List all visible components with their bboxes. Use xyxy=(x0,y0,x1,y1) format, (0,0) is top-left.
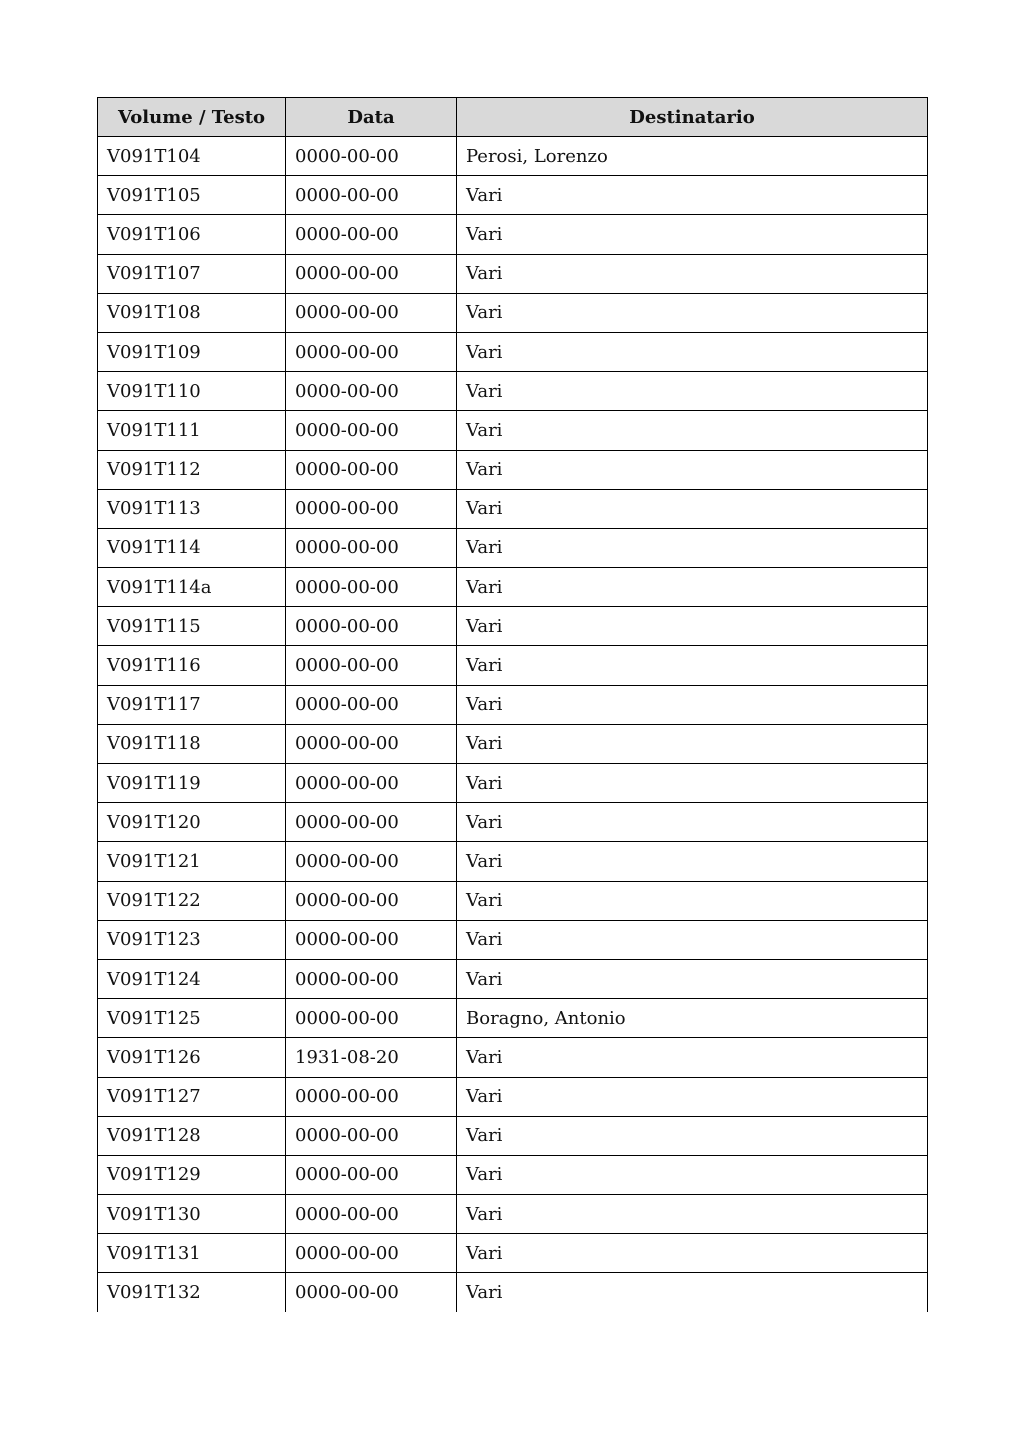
table-row xyxy=(98,489,928,528)
cell-data: 0000-00-00 xyxy=(286,293,457,332)
cell-destinatario: Vari xyxy=(457,215,928,254)
cell-destinatario: Vari xyxy=(457,959,928,998)
table-row xyxy=(98,999,928,1038)
cell-destinatario: Boragno, Antonio xyxy=(457,999,928,1038)
cell-data: 0000-00-00 xyxy=(286,176,457,215)
column-header-destinatario: Destinatario xyxy=(457,98,928,137)
table-row xyxy=(98,568,928,607)
cell-data: 0000-00-00 xyxy=(286,411,457,450)
table-row xyxy=(98,1195,928,1234)
table-row xyxy=(98,803,928,842)
cell-destinatario: Vari xyxy=(457,1116,928,1155)
cell-destinatario: Vari xyxy=(457,881,928,920)
cell-data: 0000-00-00 xyxy=(286,724,457,763)
table-row xyxy=(98,920,928,959)
table-row xyxy=(98,176,928,215)
cell-destinatario: Vari xyxy=(457,372,928,411)
cell-destinatario: Vari xyxy=(457,450,928,489)
cell-destinatario: Vari xyxy=(457,1038,928,1077)
cell-destinatario: Vari xyxy=(457,607,928,646)
cell-data: 0000-00-00 xyxy=(286,646,457,685)
cell-destinatario: Vari xyxy=(457,842,928,881)
cell-data: 0000-00-00 xyxy=(286,842,457,881)
table-row xyxy=(98,1234,928,1273)
cell-data: 0000-00-00 xyxy=(286,920,457,959)
column-header-data: Data xyxy=(286,98,457,137)
cell-volume-testo: V091T126 xyxy=(98,1038,286,1077)
table-row xyxy=(98,293,928,332)
cell-volume-testo: V091T114a xyxy=(98,568,286,607)
cell-volume-testo: V091T105 xyxy=(98,176,286,215)
cell-volume-testo: V091T109 xyxy=(98,332,286,371)
register-table xyxy=(97,97,928,1312)
cell-volume-testo: V091T128 xyxy=(98,1116,286,1155)
cell-volume-testo: V091T129 xyxy=(98,1155,286,1194)
cell-volume-testo: V091T115 xyxy=(98,607,286,646)
cell-data: 0000-00-00 xyxy=(286,1273,457,1312)
cell-volume-testo: V091T106 xyxy=(98,215,286,254)
cell-volume-testo: V091T120 xyxy=(98,803,286,842)
cell-destinatario: Vari xyxy=(457,764,928,803)
cell-volume-testo: V091T114 xyxy=(98,528,286,567)
cell-data: 0000-00-00 xyxy=(286,1077,457,1116)
cell-volume-testo: V091T119 xyxy=(98,764,286,803)
table-row xyxy=(98,450,928,489)
table-row xyxy=(98,764,928,803)
cell-data: 0000-00-00 xyxy=(286,803,457,842)
cell-destinatario: Vari xyxy=(457,411,928,450)
cell-volume-testo: V091T121 xyxy=(98,842,286,881)
cell-data: 0000-00-00 xyxy=(286,372,457,411)
cell-volume-testo: V091T108 xyxy=(98,293,286,332)
cell-volume-testo: V091T112 xyxy=(98,450,286,489)
table-row xyxy=(98,959,928,998)
table-row xyxy=(98,528,928,567)
cell-destinatario: Vari xyxy=(457,646,928,685)
table-row xyxy=(98,137,928,176)
cell-volume-testo: V091T123 xyxy=(98,920,286,959)
cell-destinatario: Vari xyxy=(457,489,928,528)
column-header-volume-testo: Volume / Testo xyxy=(98,98,286,137)
table-body xyxy=(98,137,928,1313)
table-row xyxy=(98,1038,928,1077)
cell-volume-testo: V091T125 xyxy=(98,999,286,1038)
cell-data: 0000-00-00 xyxy=(286,450,457,489)
cell-destinatario: Vari xyxy=(457,803,928,842)
table-row xyxy=(98,685,928,724)
cell-destinatario: Vari xyxy=(457,332,928,371)
cell-volume-testo: V091T130 xyxy=(98,1195,286,1234)
cell-volume-testo: V091T131 xyxy=(98,1234,286,1273)
cell-data: 0000-00-00 xyxy=(286,528,457,567)
cell-data: 0000-00-00 xyxy=(286,1234,457,1273)
cell-volume-testo: V091T107 xyxy=(98,254,286,293)
cell-destinatario: Vari xyxy=(457,1155,928,1194)
cell-volume-testo: V091T113 xyxy=(98,489,286,528)
cell-data: 0000-00-00 xyxy=(286,685,457,724)
cell-volume-testo: V091T104 xyxy=(98,137,286,176)
table-row xyxy=(98,254,928,293)
cell-data: 0000-00-00 xyxy=(286,764,457,803)
cell-volume-testo: V091T127 xyxy=(98,1077,286,1116)
cell-data: 0000-00-00 xyxy=(286,489,457,528)
cell-destinatario: Vari xyxy=(457,1195,928,1234)
table-row xyxy=(98,215,928,254)
cell-data: 0000-00-00 xyxy=(286,332,457,371)
cell-data: 0000-00-00 xyxy=(286,607,457,646)
cell-destinatario: Vari xyxy=(457,1234,928,1273)
cell-data: 0000-00-00 xyxy=(286,881,457,920)
cell-destinatario: Vari xyxy=(457,685,928,724)
cell-volume-testo: V091T111 xyxy=(98,411,286,450)
cell-destinatario: Vari xyxy=(457,1077,928,1116)
cell-destinatario: Vari xyxy=(457,176,928,215)
cell-destinatario: Vari xyxy=(457,293,928,332)
cell-data: 0000-00-00 xyxy=(286,568,457,607)
table-row xyxy=(98,1116,928,1155)
header-row xyxy=(98,98,928,137)
table-row xyxy=(98,881,928,920)
cell-volume-testo: V091T116 xyxy=(98,646,286,685)
table-row xyxy=(98,1155,928,1194)
cell-destinatario: Vari xyxy=(457,724,928,763)
table-row xyxy=(98,842,928,881)
cell-destinatario: Perosi, Lorenzo xyxy=(457,137,928,176)
cell-data: 0000-00-00 xyxy=(286,1155,457,1194)
cell-data: 0000-00-00 xyxy=(286,959,457,998)
table-row xyxy=(98,1077,928,1116)
table-row xyxy=(98,1273,928,1312)
cell-destinatario: Vari xyxy=(457,528,928,567)
table-row xyxy=(98,411,928,450)
cell-data: 0000-00-00 xyxy=(286,1116,457,1155)
cell-volume-testo: V091T132 xyxy=(98,1273,286,1312)
table-row xyxy=(98,332,928,371)
cell-data: 0000-00-00 xyxy=(286,215,457,254)
cell-volume-testo: V091T110 xyxy=(98,372,286,411)
cell-volume-testo: V091T118 xyxy=(98,724,286,763)
cell-destinatario: Vari xyxy=(457,920,928,959)
cell-volume-testo: V091T122 xyxy=(98,881,286,920)
cell-data: 0000-00-00 xyxy=(286,254,457,293)
cell-data: 0000-00-00 xyxy=(286,137,457,176)
table-row xyxy=(98,372,928,411)
table-row xyxy=(98,724,928,763)
table-header xyxy=(98,98,928,137)
cell-volume-testo: V091T117 xyxy=(98,685,286,724)
table-row xyxy=(98,607,928,646)
table-row xyxy=(98,646,928,685)
cell-data: 1931-08-20 xyxy=(286,1038,457,1077)
cell-data: 0000-00-00 xyxy=(286,999,457,1038)
cell-data: 0000-00-00 xyxy=(286,1195,457,1234)
cell-destinatario: Vari xyxy=(457,568,928,607)
cell-destinatario: Vari xyxy=(457,1273,928,1312)
cell-destinatario: Vari xyxy=(457,254,928,293)
cell-volume-testo: V091T124 xyxy=(98,959,286,998)
